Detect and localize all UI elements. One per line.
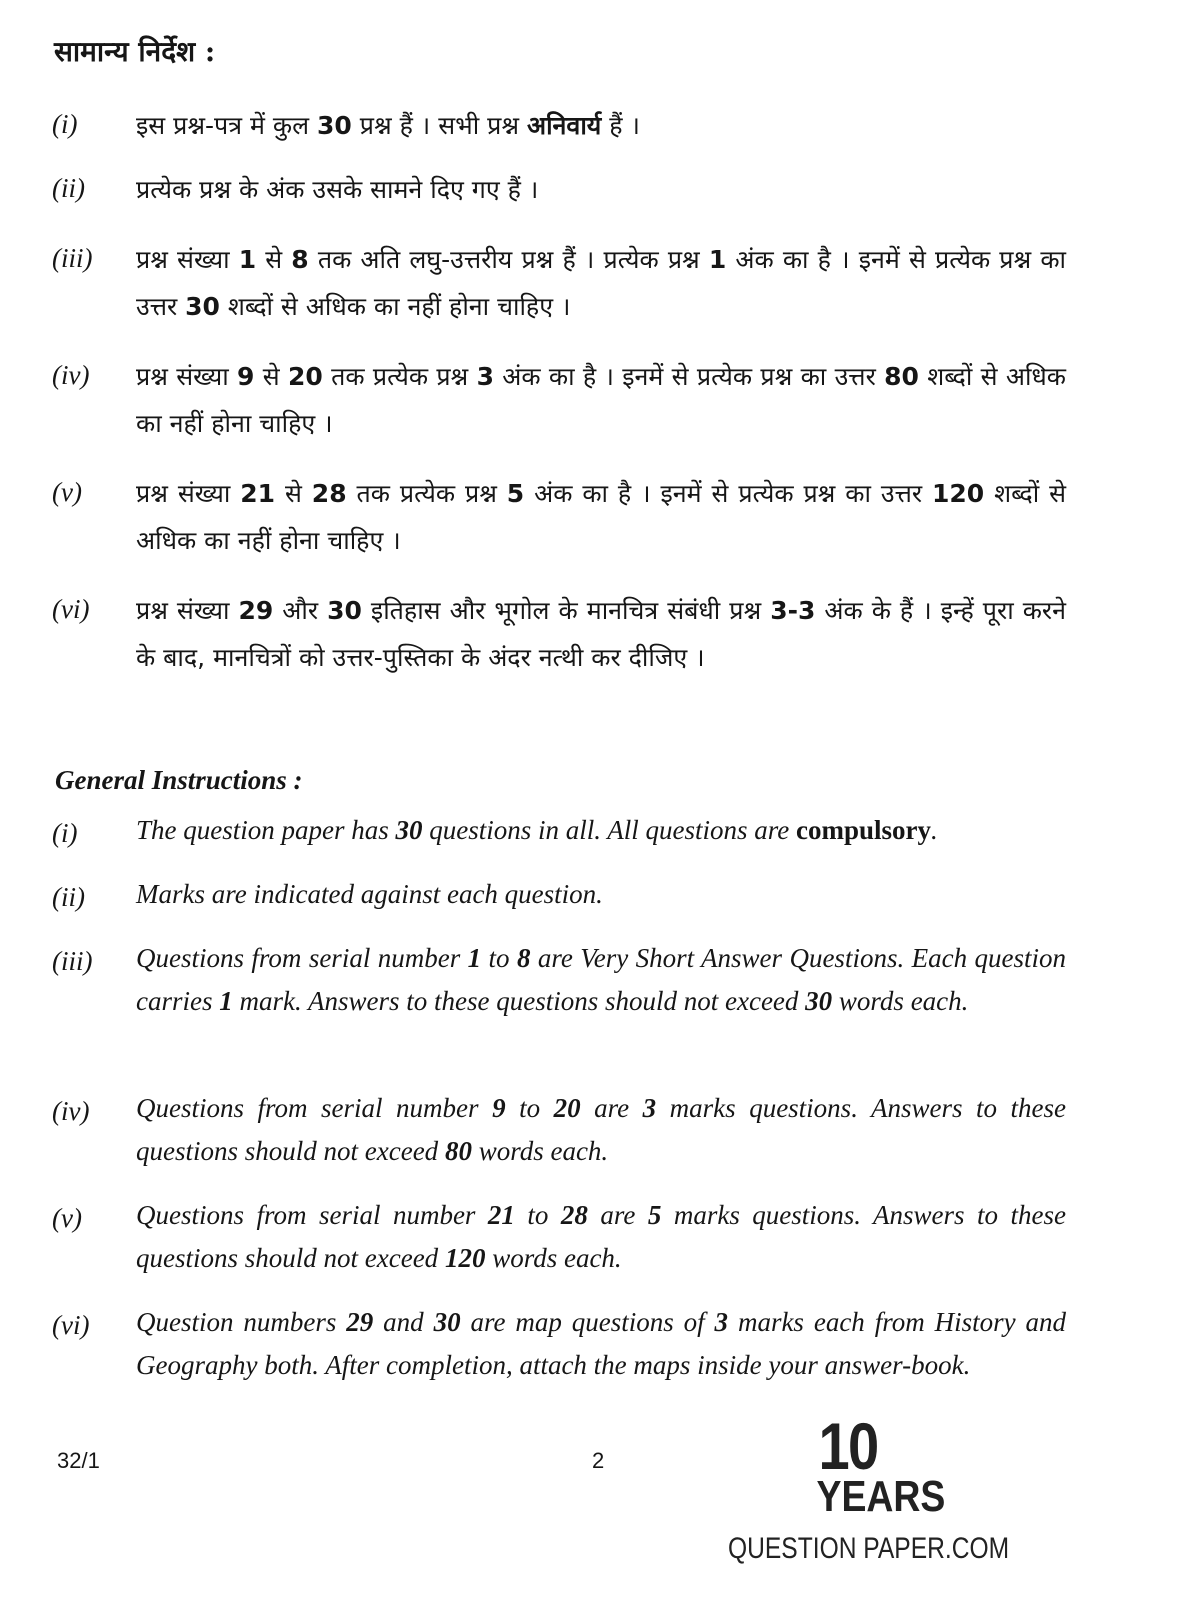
item-text: The question paper has 30 questions in all. All questions are compulsory.: [136, 815, 938, 845]
item-number: (v): [52, 477, 82, 507]
item-number: (v): [52, 1203, 82, 1233]
item-text: Question numbers 29 and 30 are map questions of 3 marks each from History and Geography both. After completion, attach the maps inside your answer-book.: [136, 1307, 1066, 1380]
item-number: (vi): [52, 1310, 90, 1340]
logo-number: 10: [818, 1409, 878, 1483]
english-instructions-heading: General Instructions :: [55, 765, 303, 795]
item-number: (i): [52, 818, 78, 848]
item-text: Questions from serial number 1 to 8 are Very Short Answer Questions. Each question carries 1 mark. Answers to these questions should not exceed 30 words each.: [136, 943, 1066, 1016]
item-number: (iv): [52, 1096, 90, 1126]
item-number: (vi): [52, 594, 90, 624]
item-text: इस प्रश्न-पत्र में कुल 30 प्रश्न हैं । सभी प्रश्न अनिवार्य हैं ।: [136, 111, 640, 140]
item-number: (ii): [52, 882, 85, 912]
item-number: (iv): [52, 360, 90, 390]
item-text: प्रश्न संख्या 1 से 8 तक अति लघु-उत्तरीय प्रश्न हैं । प्रत्येक प्रश्न 1 अंक का है । इनमें से प्रत्येक प्रश्न का उत्तर 30 शब्दों से अधिक का नहीं होना चाहिए ।: [136, 245, 1067, 321]
item-text: Questions from serial number 9 to 20 are 3 marks questions. Answers to these questions should not exceed 80 words each.: [136, 1093, 1066, 1166]
item-text: Marks are indicated against each question.: [136, 879, 603, 909]
paper-code: 32/1: [57, 1448, 100, 1473]
item-number: (iii): [52, 946, 93, 976]
item-number: (iii): [52, 243, 93, 273]
item-number: (ii): [52, 173, 85, 203]
item-text: प्रश्न संख्या 29 और 30 इतिहास और भूगोल के मानचित्र संबंधी प्रश्न 3-3 अंक के हैं । इन्हें पूरा करने के बाद, मानचित्रों को उत्तर-पुस्तिका के अंदर नत्थी कर दीजिए ।: [136, 596, 1066, 672]
page-number: 2: [592, 1448, 605, 1473]
item-text: Questions from serial number 21 to 28 are 5 marks questions. Answers to these questions should not exceed 120 words each.: [136, 1200, 1066, 1273]
hindi-instructions-heading: सामान्य निर्देश :: [54, 35, 216, 68]
watermark-logo: [728, 1410, 1028, 1590]
item-text: प्रत्येक प्रश्न के अंक उसके सामने दिए गए हैं ।: [136, 175, 539, 204]
item-text: प्रश्न संख्या 21 से 28 तक प्रत्येक प्रश्न 5 अंक का है । इनमें से प्रत्येक प्रश्न का उत्तर 120 शब्दों से अधिक का नहीं होना चाहिए ।: [136, 479, 1067, 555]
logo-years: YEARS: [816, 1472, 946, 1521]
item-text: प्रश्न संख्या 9 से 20 तक प्रत्येक प्रश्न 3 अंक का है । इनमें से प्रत्येक प्रश्न का उत्तर 80 शब्दों से अधिक का नहीं होना चाहिए ।: [136, 362, 1066, 438]
logo-site: QUESTION PAPER.COM: [728, 1532, 1010, 1565]
item-number: (i): [52, 109, 78, 139]
